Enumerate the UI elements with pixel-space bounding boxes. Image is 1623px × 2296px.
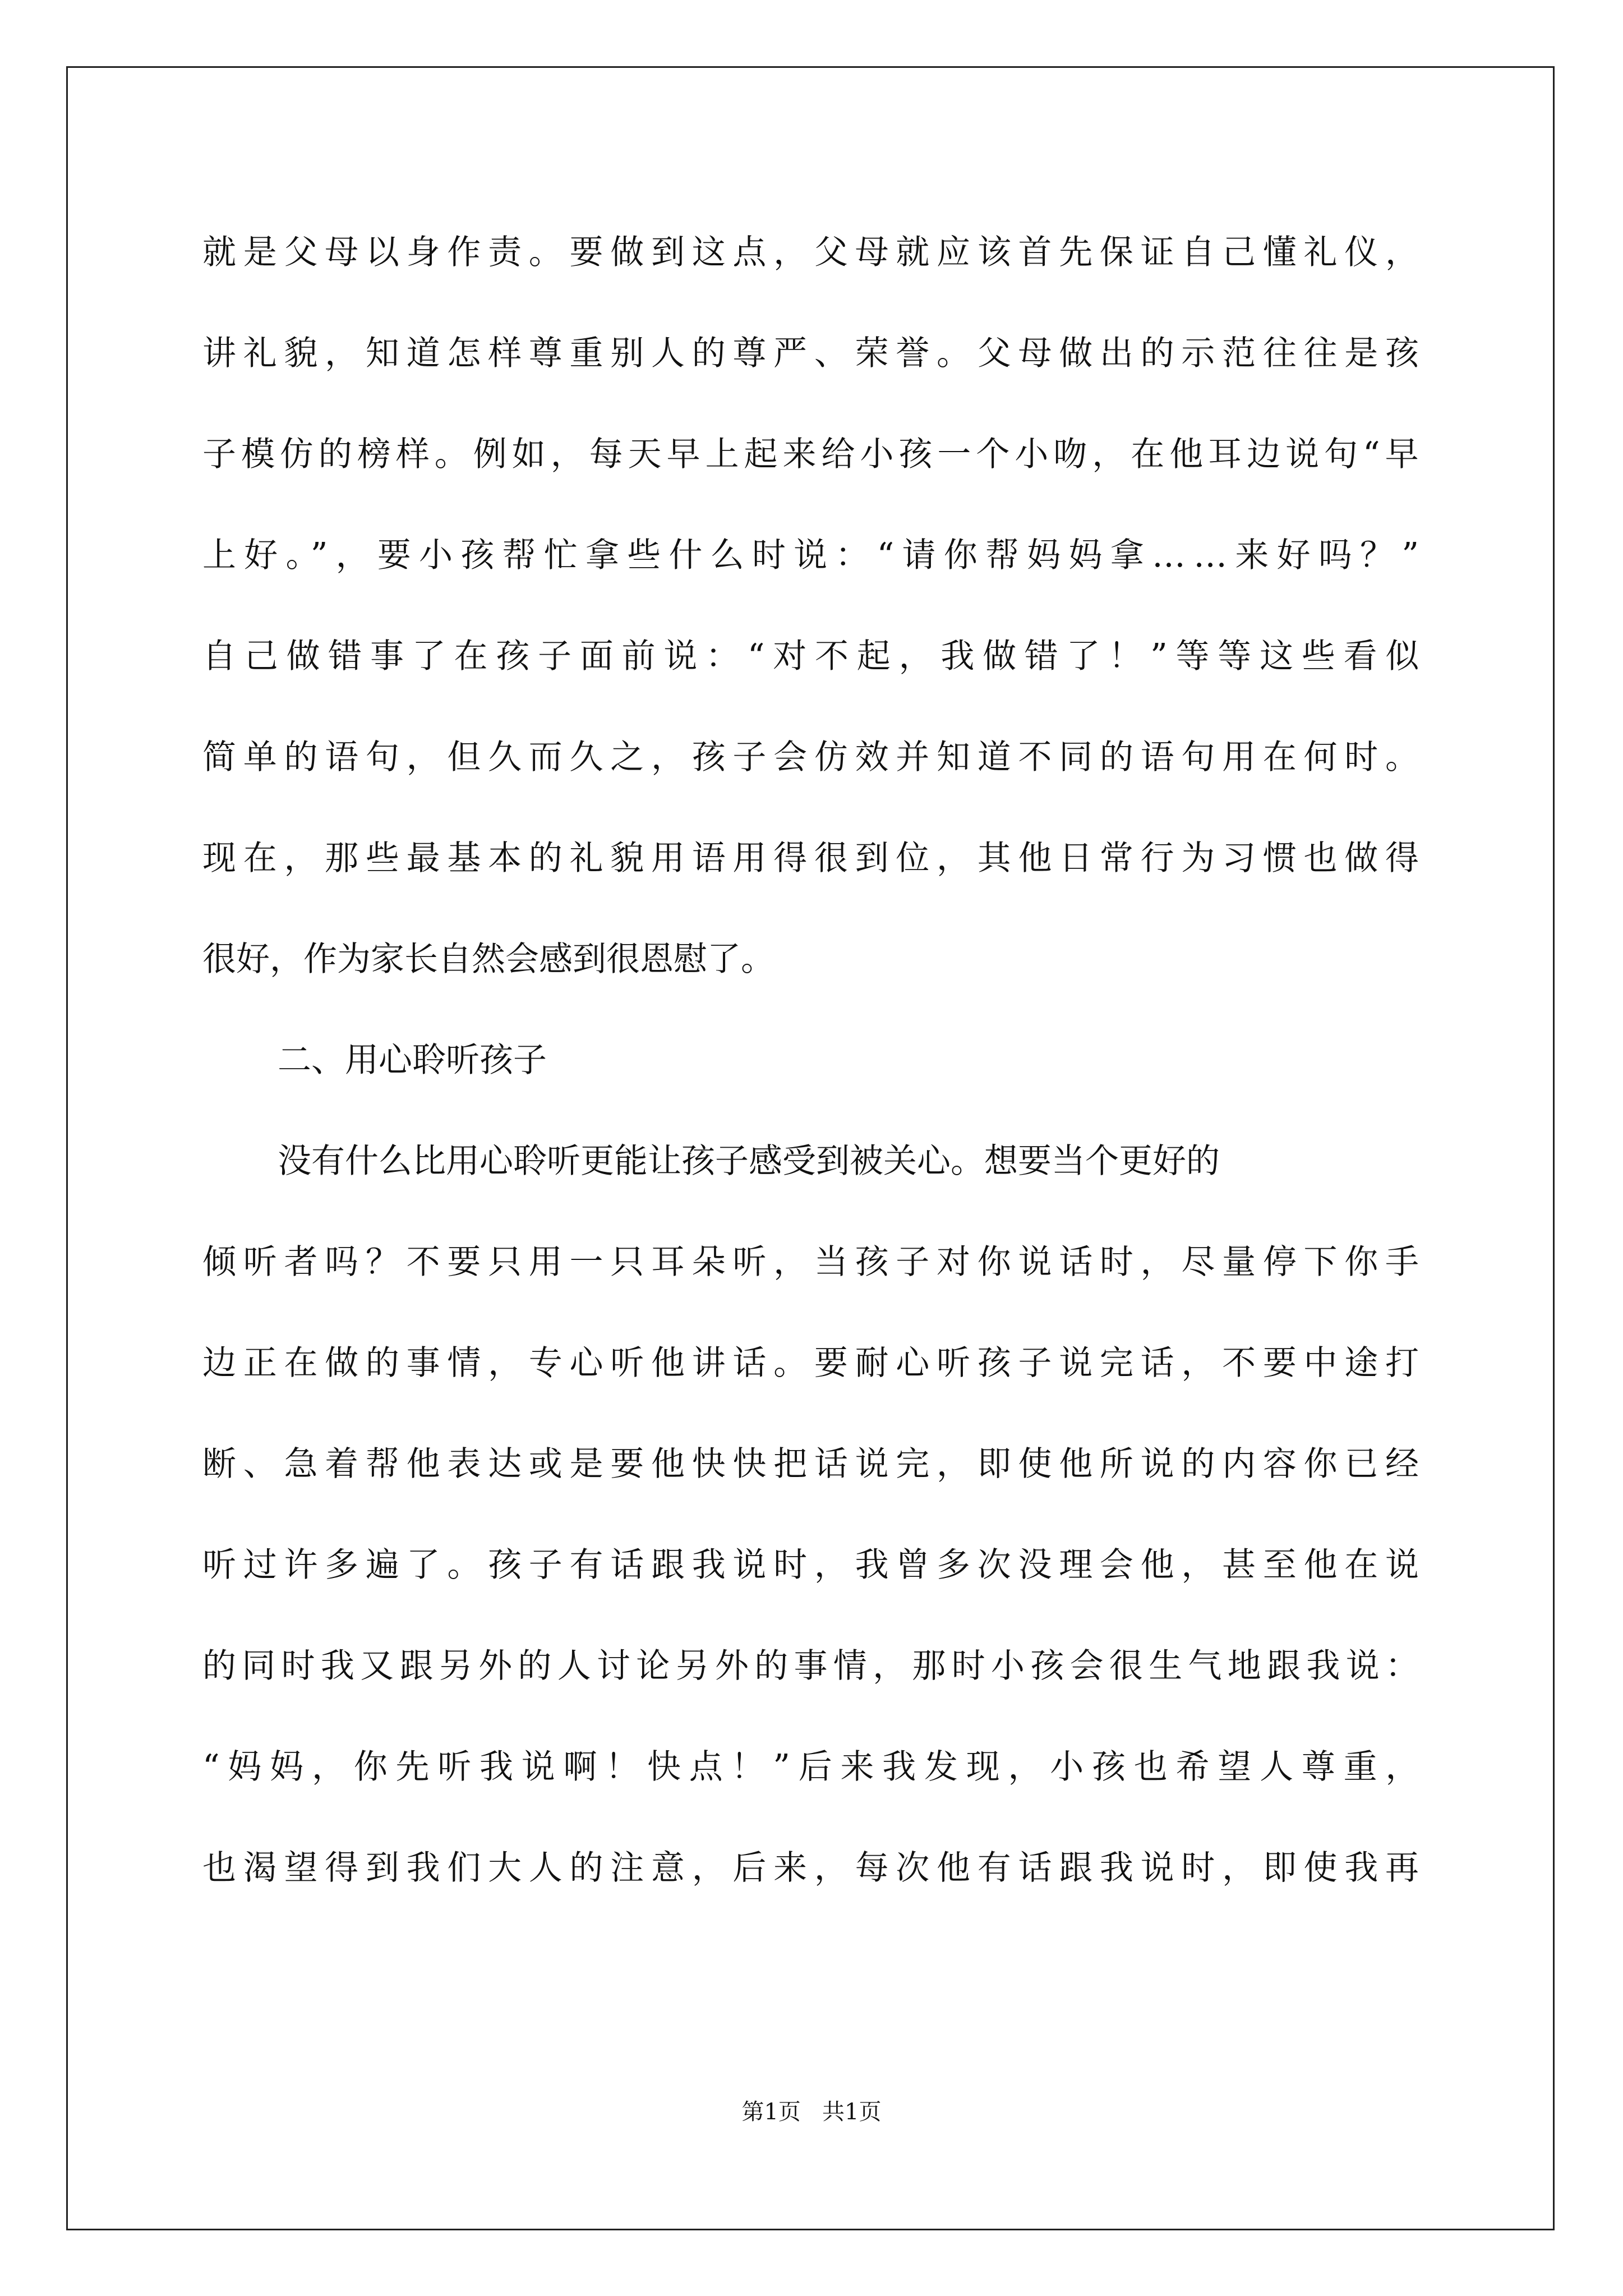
body-text-line: 听过许多遍了。孩子有话跟我说时，我曾多次没理会他，甚至他在说 xyxy=(202,1545,1426,1585)
body-text-line: 上好。”，要小孩帮忙拿些什么时说：“请你帮妈妈拿……来好吗？” xyxy=(202,536,1427,575)
body-text-line: 自己做错事了在孩子面前说：“对不起，我做错了！”等等这些看似 xyxy=(202,637,1428,676)
body-text-line: 的同时我又跟另外的人讨论另外的事情，那时小孩会很生气地跟我说： xyxy=(202,1646,1425,1686)
body-text-line: 子模仿的榜样。例如，每天早上起来给小孩一个小吻，在他耳边说句“早 xyxy=(202,435,1424,474)
body-text-line: 讲礼貌，知道怎样尊重别人的尊严、荣誉。父母做出的示范往往是孩 xyxy=(202,334,1426,373)
body-text-line: 也渴望得到我们大人的注意，后来，每次他有话跟我说时，即使我再 xyxy=(202,1848,1426,1888)
body-text-line: 倾听者吗？不要只用一只耳朵听，当孩子对你说话时，尽量停下你手 xyxy=(202,1243,1426,1282)
body-text-line: 没有什么比用心聆听更能让孩子感受到被关心。想要当个更好的 xyxy=(278,1142,1220,1181)
body-text-line: “妈妈，你先听我说啊！快点！”后来我发现，小孩也希望人尊重， xyxy=(202,1747,1428,1787)
body-text-line: 现在，那些最基本的礼貌用语用得很到位，其他日常行为习惯也做得 xyxy=(202,839,1426,878)
section-heading: 二、用心聆听孩子 xyxy=(278,1041,547,1080)
body-text-line: 简单的语句，但久而久之，孩子会仿效并知道不同的语句用在何时。 xyxy=(202,738,1426,777)
body-text-line: 很好，作为家长自然会感到很恩慰了。 xyxy=(202,940,774,979)
body-text-line: 就是父母以身作责。要做到这点，父母就应该首先保证自己懂礼仪， xyxy=(202,233,1426,272)
body-text-line: 断、急着帮他表达或是要他快快把话说完，即使他所说的内容你已经 xyxy=(202,1444,1426,1484)
page-footer: 第1页 共1页 xyxy=(741,2099,882,2125)
body-text-line: 边正在做的事情，专心听他讲话。要耐心听孩子说完话，不要中途打 xyxy=(202,1343,1426,1383)
